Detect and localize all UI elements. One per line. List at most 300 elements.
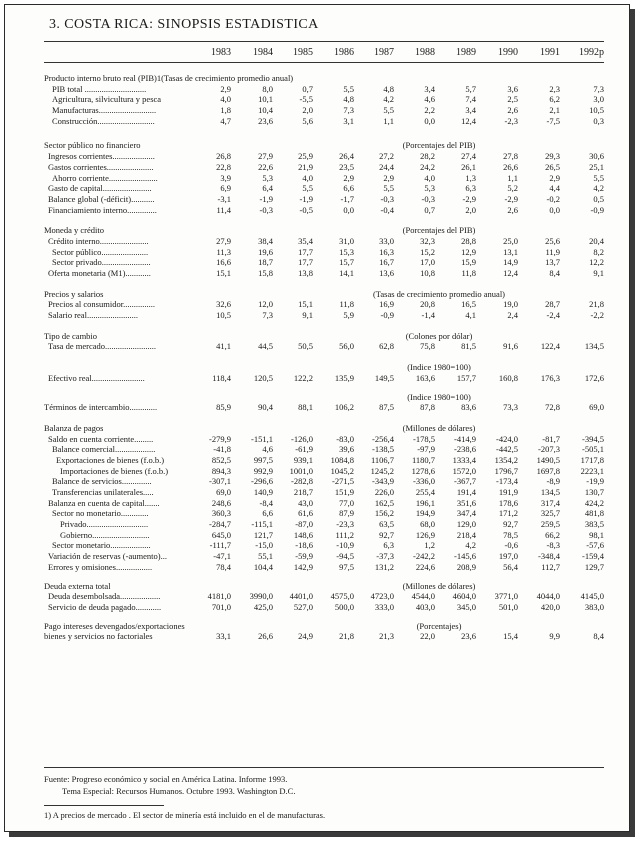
row-label: Efectivo real.........................	[48, 372, 145, 383]
cell-value: 2223,1	[580, 465, 604, 476]
cell-value: 7,3	[262, 310, 273, 321]
cell-value: 1717,8	[580, 454, 604, 465]
cell-value: -284,7	[209, 519, 231, 530]
year-header-1989: 1989	[456, 47, 476, 58]
cell-value: 333,0	[374, 601, 394, 612]
cell-value: -8,3	[546, 540, 560, 551]
cell-value: 15,1	[216, 268, 231, 278]
cell-value: 16,5	[461, 299, 476, 310]
cell-value: 21,8	[589, 299, 604, 310]
cell-value: 4,1	[465, 310, 476, 321]
cell-value: -0,4	[380, 204, 394, 215]
cell-value: 224,6	[415, 561, 435, 572]
cell-value: 8,4	[549, 268, 560, 278]
cell-value: 75,8	[420, 341, 435, 352]
cell-value: -1,7	[340, 193, 354, 204]
cell-value: 19,0	[503, 299, 518, 310]
cell-value: 22,0	[420, 631, 435, 642]
table-section	[44, 621, 604, 642]
cell-value: 992,9	[253, 465, 273, 476]
cell-value: -1,9	[299, 193, 313, 204]
cell-value: 2,9	[220, 83, 231, 94]
cell-value: -307,1	[209, 476, 231, 487]
cell-value: -23,3	[336, 519, 354, 530]
table-section	[44, 225, 604, 278]
table-row	[44, 551, 604, 562]
cell-value: 5,3	[262, 172, 273, 183]
table-row	[44, 508, 604, 519]
cell-value: -2,3	[504, 115, 518, 126]
table-row	[44, 162, 604, 173]
table-row	[44, 140, 604, 151]
cell-value: 501,0	[498, 601, 518, 612]
cell-value: 0,0	[424, 115, 435, 126]
cell-value: 15,4	[503, 631, 518, 642]
cell-value: 10,1	[258, 94, 273, 105]
cell-value: 126,9	[415, 529, 435, 540]
table-row	[44, 455, 604, 466]
cell-value: 38,4	[258, 235, 273, 246]
cell-value: 97,5	[339, 561, 354, 572]
cell-value: -83,0	[336, 433, 354, 444]
cell-value: 8,4	[593, 631, 604, 642]
table-section	[44, 331, 604, 352]
table-row	[44, 402, 604, 413]
cell-value: 9,9	[549, 631, 560, 642]
table-row	[44, 602, 604, 613]
cell-value: 172,6	[584, 372, 604, 383]
unit-label: (Millones de dólares)	[402, 580, 476, 591]
cell-value: 191,4	[456, 487, 476, 497]
cell-value: -37,3	[376, 551, 394, 562]
cell-value: 17,7	[298, 246, 313, 257]
cell-value: 4401,0	[289, 591, 313, 602]
cell-value: -367,7	[454, 476, 476, 487]
cell-value: -0,9	[590, 204, 604, 215]
cell-value: 12,9	[461, 246, 476, 257]
cell-value: 7,4	[465, 94, 476, 105]
cell-value: 2,0	[302, 105, 313, 116]
cell-value: 3,4	[465, 105, 476, 116]
cell-value: 16,9	[379, 299, 394, 310]
cell-value: 481,8	[584, 508, 604, 519]
table-row	[44, 194, 604, 205]
row-label: Sector monetario...................	[52, 540, 151, 551]
unit-label: (Porcentajes del PIB)	[402, 225, 476, 236]
cell-value: 1,8	[220, 105, 231, 116]
cell-value: 218,7	[293, 487, 313, 497]
cell-value: 4,0	[424, 172, 435, 183]
cell-value: -57,6	[586, 540, 604, 551]
cell-value: 11,8	[461, 268, 476, 278]
row-label: Sector privado.......................	[52, 257, 151, 268]
table-row	[44, 591, 604, 602]
cell-value: 87,9	[339, 508, 354, 519]
cell-value: 7,3	[343, 105, 354, 116]
cell-value: 5,5	[593, 172, 604, 183]
row-label: Términos de intercambio.............	[44, 402, 158, 413]
row-label: Balance comercial...................	[52, 444, 156, 455]
cell-value: -296,6	[251, 476, 273, 487]
cell-value: 1,1	[383, 115, 394, 126]
cell-value: 26,5	[545, 161, 560, 172]
cell-value: 66,2	[545, 529, 560, 540]
cell-value: 131,2	[374, 561, 394, 572]
cell-value: 6,4	[262, 183, 273, 194]
cell-value: 43,0	[298, 497, 313, 508]
year-header-1988: 1988	[415, 47, 435, 58]
table-row	[44, 423, 604, 434]
cell-value: 4604,0	[452, 591, 476, 602]
cell-value: 27,9	[258, 151, 273, 162]
row-label: Gasto de capital.......................	[48, 183, 152, 194]
year-header-1992p: 1992p	[579, 47, 604, 58]
cell-value: 3,9	[220, 172, 231, 183]
cell-value: -2,9	[462, 193, 476, 204]
cell-value: 104,4	[253, 561, 273, 572]
year-header-1984: 1984	[253, 47, 273, 58]
cell-value: -19,9	[586, 476, 604, 487]
cell-value: 4723,0	[370, 591, 394, 602]
table-section	[44, 362, 604, 383]
cell-value: 73,3	[503, 402, 518, 413]
row-label: Gobierno...........................	[60, 529, 150, 540]
cell-value: -87,0	[295, 519, 313, 530]
cell-value: 135,9	[334, 372, 354, 383]
cell-value: 2,6	[507, 204, 518, 215]
cell-value: 68,0	[420, 519, 435, 530]
table-section	[44, 392, 604, 413]
cell-value: 32,3	[420, 235, 435, 246]
header-bottom-rule	[44, 62, 604, 63]
table-row	[44, 331, 604, 342]
cell-value: -282,8	[291, 476, 313, 487]
cell-value: 12,4	[503, 268, 518, 278]
cell-value: 2,9	[383, 172, 394, 183]
cell-value: 6,6	[343, 183, 354, 194]
row-label: Producto interno bruto real (PIB)1(Tasas de crecimiento promedio anual)	[44, 73, 294, 83]
cell-value: 5,5	[302, 183, 313, 194]
cell-value: 208,9	[456, 561, 476, 572]
cell-value: 39,6	[339, 444, 354, 455]
cell-value: 62,8	[379, 341, 394, 352]
cell-value: 50,5	[298, 341, 313, 352]
table-row	[44, 530, 604, 541]
cell-value: 16,7	[379, 257, 394, 268]
cell-value: -178,5	[413, 433, 435, 444]
row-label: Moneda y crédito	[44, 225, 104, 236]
cell-value: 3,1	[343, 115, 354, 126]
cell-value: -1,4	[421, 310, 435, 321]
cell-value: 129,7	[584, 561, 604, 572]
table-row	[44, 151, 604, 162]
cell-value: 7,3	[593, 83, 604, 94]
cell-value: 4,8	[343, 94, 354, 105]
cell-value: 122,2	[293, 372, 313, 383]
cell-value: 160,8	[498, 372, 518, 383]
unit-label: (Tasas de crecimiento promedio anual)	[372, 288, 506, 299]
cell-value: 25,9	[298, 151, 313, 162]
cell-value: 2,3	[549, 83, 560, 94]
cell-value: 10,4	[258, 105, 273, 116]
cell-value: 15,9	[461, 257, 476, 268]
cell-value: 1572,0	[452, 465, 476, 476]
table-bottom-rule	[44, 767, 604, 768]
cell-value: 4,8	[383, 83, 394, 94]
table-row	[44, 257, 604, 268]
cell-value: 3990,0	[249, 591, 273, 602]
cell-value: -2,2	[590, 310, 604, 321]
year-header-1986: 1986	[334, 47, 354, 58]
unit-label: (Indice 1980=100)	[407, 362, 471, 373]
cell-value: 1180,7	[411, 454, 435, 465]
table-row	[44, 310, 604, 321]
cell-value: 15,7	[339, 257, 354, 268]
cell-value: 196,1	[415, 497, 435, 508]
table-row	[44, 581, 604, 592]
cell-value: 25,1	[589, 161, 604, 172]
cell-value: 21,8	[339, 631, 354, 642]
cell-value: 26,4	[339, 151, 354, 162]
row-label: Balance global (-déficit)...........	[48, 193, 155, 204]
row-label: Saldo en cuenta corriente.........	[48, 433, 154, 444]
cell-value: -138,5	[372, 444, 394, 455]
table-row	[44, 434, 604, 445]
row-label: Salario real........................	[48, 310, 138, 321]
cell-value: -0,3	[421, 193, 435, 204]
table-section	[44, 73, 604, 126]
cell-value: -0,9	[380, 310, 394, 321]
cell-value: 4,6	[262, 444, 273, 455]
cell-value: -442,5	[496, 444, 518, 455]
cell-value: 1106,7	[370, 454, 394, 465]
cell-value: 4544,0	[411, 591, 435, 602]
cell-value: -59,9	[295, 551, 313, 562]
cell-value: 106,2	[334, 402, 354, 413]
cell-value: 178,6	[498, 497, 518, 508]
cell-value: 17,7	[298, 257, 313, 268]
cell-value: -173,4	[496, 476, 518, 487]
cell-value: 1278,6	[411, 465, 435, 476]
cell-value: 156,2	[374, 508, 394, 519]
table-row	[44, 299, 604, 310]
cell-value: 14,9	[503, 257, 518, 268]
cell-value: 4,0	[302, 172, 313, 183]
cell-value: 1,2	[424, 540, 435, 551]
row-label: Transferencias unilaterales.....	[52, 487, 154, 497]
cell-value: 69,0	[589, 402, 604, 413]
row-label: Importaciones de bienes (f.o.b.)	[60, 465, 169, 476]
table-row	[44, 94, 604, 105]
row-label: Oferta monetaria (M1)............	[48, 268, 151, 278]
cell-value: 151,9	[334, 487, 354, 497]
cell-value: 26,6	[503, 161, 518, 172]
cell-value: 30,6	[589, 151, 604, 162]
cell-value: 56,4	[503, 561, 518, 572]
cell-value: 19,6	[258, 246, 273, 257]
cell-value: 1697,8	[536, 465, 560, 476]
unit-label: (Colones por dólar)	[405, 330, 473, 341]
cell-value: 27,8	[503, 151, 518, 162]
table-row	[44, 289, 604, 300]
cell-value: 10,8	[420, 268, 435, 278]
cell-value: 20,8	[420, 299, 435, 310]
cell-value: 11,3	[216, 246, 231, 257]
cell-value: 4,4	[549, 183, 560, 194]
cell-value: 420,0	[540, 601, 560, 612]
cell-value: 383,5	[584, 519, 604, 530]
cell-value: -0,6	[504, 540, 518, 551]
row-label: PIB total .............................	[52, 83, 147, 94]
cell-value: 98,1	[589, 529, 604, 540]
cell-value: 56,0	[339, 341, 354, 352]
cell-value: 130,7	[584, 487, 604, 497]
cell-value: -41,8	[213, 444, 231, 455]
cell-value: 129,0	[456, 519, 476, 530]
cell-value: 16,6	[216, 257, 231, 268]
cell-value: 194,9	[415, 508, 435, 519]
cell-value: 10,5	[589, 105, 604, 116]
year-header-1991: 1991	[540, 47, 560, 58]
cell-value: -8,4	[259, 497, 273, 508]
row-label: Tipo de cambio	[44, 330, 98, 341]
cell-value: 12,2	[589, 257, 604, 268]
cell-value: 259,5	[540, 519, 560, 530]
cell-value: 112,7	[541, 561, 560, 572]
cell-value: 1245,2	[370, 465, 394, 476]
cell-value: 425,0	[253, 601, 273, 612]
cell-value: 1796,7	[494, 465, 518, 476]
cell-value: -0,2	[546, 193, 560, 204]
cell-value: 2,4	[507, 310, 518, 321]
cell-value: 41,1	[216, 341, 231, 352]
table-row	[44, 73, 604, 84]
cell-value: 24,2	[420, 161, 435, 172]
row-label: Construcción...........................	[52, 115, 155, 126]
cell-value: -505,1	[582, 444, 604, 455]
cell-value: -47,1	[213, 551, 231, 562]
cell-value: -8,9	[546, 476, 560, 487]
row-label: Servicio de deuda pagado............	[48, 601, 162, 612]
cell-value: 5,3	[424, 183, 435, 194]
cell-value: 28,8	[461, 235, 476, 246]
cell-value: 87,8	[420, 402, 435, 413]
cell-value: 55,1	[258, 551, 273, 562]
table-row	[44, 105, 604, 116]
table-section	[44, 581, 604, 613]
cell-value: 360,3	[211, 508, 231, 519]
cell-value: 24,9	[298, 631, 313, 642]
cell-value: 11,9	[545, 246, 560, 257]
row-label: Exportaciones de bienes (f.o.b.)	[56, 454, 165, 465]
cell-value: 83,6	[461, 402, 476, 413]
cell-value: 939,1	[293, 454, 313, 465]
cell-value: -61,9	[295, 444, 313, 455]
cell-value: 191,9	[498, 487, 518, 497]
cell-value: 142,9	[293, 561, 313, 572]
cell-value: -0,3	[380, 193, 394, 204]
cell-value: 894,3	[211, 465, 231, 476]
cell-value: -0,5	[299, 204, 313, 215]
cell-value: -348,4	[538, 551, 560, 562]
cell-value: 171,2	[498, 508, 518, 519]
cell-value: -238,6	[454, 444, 476, 455]
cell-value: -279,9	[209, 433, 231, 444]
cell-value: 81,5	[461, 341, 476, 352]
cell-value: 15,8	[258, 268, 273, 278]
cell-value: 33,0	[379, 235, 394, 246]
cell-value: 91,6	[503, 341, 518, 352]
cell-value: 85,9	[216, 402, 231, 413]
unit-label: (Porcentajes del PIB)	[402, 140, 476, 151]
cell-value: 149,5	[374, 372, 394, 383]
cell-value: 5,9	[343, 310, 354, 321]
cell-value: 248,6	[211, 497, 231, 508]
cell-value: 26,6	[258, 631, 273, 642]
cell-value: 15,3	[339, 246, 354, 257]
cell-value: 1045,2	[330, 465, 354, 476]
cell-value: 2,9	[343, 172, 354, 183]
table-row	[44, 621, 604, 632]
cell-value: 345,0	[456, 601, 476, 612]
cell-value: -0,3	[259, 204, 273, 215]
row-label: Sector no monetario.............	[52, 508, 149, 519]
cell-value: 2,5	[507, 94, 518, 105]
cell-value: 12,0	[258, 299, 273, 310]
table-row	[44, 362, 604, 373]
row-label: Variación de reservas (-aumento)...	[48, 551, 167, 562]
cell-value: 29,3	[545, 151, 560, 162]
cell-value: 4145,0	[580, 591, 604, 602]
table-row	[44, 487, 604, 498]
table-row	[44, 476, 604, 487]
cell-value: -414,9	[454, 433, 476, 444]
cell-value: 92,7	[379, 529, 394, 540]
cell-value: 27,4	[461, 151, 476, 162]
cell-value: 0,0	[343, 204, 354, 215]
cell-value: 26,1	[461, 161, 476, 172]
source-note: Fuente: Progreso económico y social en América Latina. Informe 1993.	[44, 774, 288, 784]
cell-value: -10,9	[336, 540, 354, 551]
table-row	[44, 247, 604, 258]
cell-value: 12,4	[461, 115, 476, 126]
cell-value: 140,9	[253, 487, 273, 497]
cell-value: 1,3	[465, 172, 476, 183]
unit-label: (Millones de dólares)	[402, 422, 476, 433]
year-header-1983: 1983	[211, 47, 231, 58]
cell-value: -111,7	[209, 540, 231, 551]
cell-value: 2,2	[424, 105, 435, 116]
source-note-2: Tema Especial: Recursos Humanos. Octubre 1993. Washington D.C.	[62, 786, 296, 796]
table-row	[44, 205, 604, 216]
cell-value: 4,2	[383, 94, 394, 105]
cell-value: 11,8	[339, 299, 354, 310]
cell-value: -424,0	[496, 433, 518, 444]
cell-value: -97,9	[417, 444, 435, 455]
cell-value: 218,4	[456, 529, 476, 540]
cell-value: 20,4	[589, 235, 604, 246]
cell-value: -3,1	[217, 193, 231, 204]
cell-value: 176,3	[540, 372, 560, 383]
cell-value: 383,0	[584, 601, 604, 612]
cell-value: 17,0	[420, 257, 435, 268]
cell-value: 317,4	[540, 497, 560, 508]
cell-value: 500,0	[334, 601, 354, 612]
table-section	[44, 289, 604, 321]
unit-label: (Porcentajes)	[416, 620, 462, 631]
row-label: Sector público......................	[52, 246, 149, 257]
table-row	[44, 498, 604, 509]
